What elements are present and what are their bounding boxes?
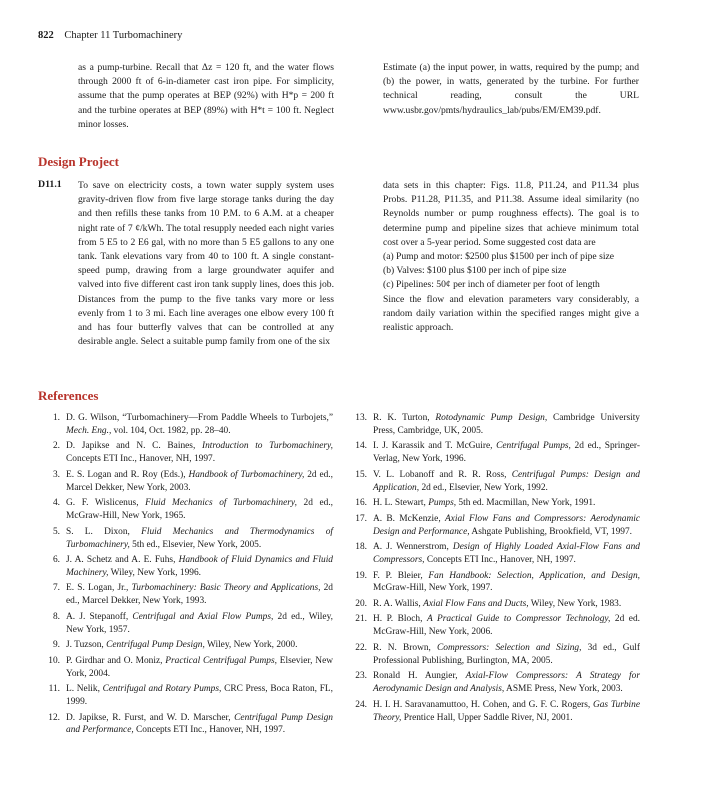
reference-publication: McGraw-Hill, New York, 1997. [373, 583, 493, 594]
reference-item [38, 712, 333, 738]
reference-number: 13. [355, 413, 367, 423]
reference-title: Fluid Mechanics and Thermodynamics of Turbomachinery, [66, 526, 333, 550]
reference-publication: Concepts ETI Inc., Hanover, NH, 1997. [133, 725, 286, 736]
reference-text [373, 670, 640, 696]
reference-title: Centrifugal Pump Design and Performance, [66, 712, 333, 736]
reference-text [373, 440, 640, 466]
references-heading: References [38, 388, 99, 403]
reference-title: Compressors: Selection and Sizing, [437, 642, 582, 653]
reference-item [345, 513, 640, 539]
reference-text [66, 712, 333, 738]
reference-number: 16. [355, 498, 367, 509]
reference-text [373, 642, 640, 668]
reference-item [345, 670, 640, 696]
reference-authors: D. Japikse, R. Furst, and W. D. Marscher, [66, 712, 235, 723]
reference-number: 5. [52, 526, 60, 537]
reference-item [38, 554, 333, 580]
reference-text [373, 541, 640, 567]
reference-title: Centrifugal Pump Design, [106, 640, 205, 651]
reference-item [345, 613, 640, 639]
reference-authors: F. P. Bleier, [373, 570, 429, 581]
references-right-column [345, 412, 640, 727]
reference-text [373, 513, 640, 539]
reference-authors: E. S. Logan and R. Roy (Eds.), [66, 469, 189, 480]
reference-publication: 2d ed., Wiley, New York, 1957. [66, 611, 333, 635]
reference-publication: 2d ed., McGraw-Hill, New York, 1965. [66, 498, 334, 522]
reference-number: 14. [355, 441, 367, 452]
reference-title: Design of Highly Loaded Axial-Flow Fans and Compressors, [373, 542, 640, 566]
reference-item [345, 497, 640, 510]
reference-number: 21. [355, 614, 367, 625]
reference-item [38, 655, 333, 681]
reference-authors: J. A. Schetz and A. E. Fuhs, [66, 555, 179, 566]
reference-number: 6. [52, 555, 60, 566]
reference-text [66, 526, 333, 552]
reference-authors: H. L. Stewart, [373, 498, 429, 509]
reference-number: 15. [355, 469, 367, 480]
reference-text [373, 570, 640, 596]
reference-text [66, 655, 333, 681]
reference-authors: P. Girdhar and O. Moniz, [66, 655, 166, 666]
reference-item [345, 642, 640, 668]
design-project-left-text: To save on electricity costs, a town water supply system uses gravity-driven flow from five large storage tanks during the day and then refills these tanks from 10 P.M. to 6 A.M. at a cheaper night rate of 7 ¢/kWh. The total resupply needed each night varies from 5 E5 to 2 E6 gal, with no more than 5 E5 gallons to any one tank. Tank elevations vary from 40 to 100 ft. A single constant-speed pump, drawing from a large groundwater aquifer and valved into five different cast iron tank supply lines, does this job. Distances from the pump to the five tanks vary more or less evenly from 1 to 3 mi. Each line averages one elbow every 100 ft and has four butterfly valves that can be controlled at any desirable angle. Select a suitable pump family from one of the six [78, 180, 334, 348]
reference-authors: R. K. Turton, [373, 413, 436, 423]
reference-publication: Concepts ETI Inc., Hanover, NH, 1997. [66, 454, 216, 465]
reference-text [66, 582, 333, 608]
top-left-paragraph: as a pump-turbine. Recall that Δz = 120 ft, and the water flows through 2000 ft of 6-in-diameter cast iron pipe. For simplicity, assume that the pump operates at BEP (92%) with H*p = 200 ft and the turbine operates at BEP (89%) with H*t = 100 ft. Neglect minor losses. [78, 62, 334, 130]
reference-text [66, 440, 333, 466]
reference-publication: 2d ed., Marcel Dekker, New York, 1993. [66, 583, 333, 607]
reference-authors: S. L. Dixon, [66, 526, 142, 537]
reference-text [373, 613, 640, 639]
reference-title: Rotodynamic Pump Design, [435, 413, 548, 423]
reference-publication: 2d ed., Marcel Dekker, New York, 2003. [66, 469, 333, 493]
reference-item [345, 440, 640, 466]
reference-publication: Prentice Hall, Upper Saddle River, NJ, 2001. [401, 712, 573, 723]
reference-text [373, 699, 640, 725]
reference-text [373, 412, 640, 438]
reference-publication: 3d ed., Gulf Professional Publishing, Burlington, MA, 2005. [373, 642, 640, 666]
chapter-title: Chapter 11 Turbomachinery [64, 30, 183, 41]
reference-number: 24. [355, 699, 367, 710]
design-project-closing: Since the flow and elevation parameters vary considerably, a random daily variation within the specified ranges might give a realistic approach. [383, 293, 639, 334]
reference-number: 2. [52, 441, 60, 452]
reference-number: 12. [48, 712, 60, 723]
reference-number: 7. [52, 583, 60, 594]
reference-number: 4. [52, 498, 60, 509]
reference-text [66, 639, 333, 652]
reference-authors: D. Japikse and N. C. Baines, [66, 441, 202, 452]
reference-text [373, 469, 640, 495]
reference-publication: vol. 104, Oct. 1982, pp. 28–40. [111, 425, 231, 436]
reference-authors: D. G. Wilson, “Turbomachinery—From Paddle Wheels to Turbojets,” [66, 413, 333, 423]
reference-text [66, 611, 333, 637]
reference-publication: 5th ed., Elsevier, New York, 2005. [129, 539, 262, 550]
reference-number: 11. [48, 684, 60, 695]
reference-title: Fluid Mechanics of Turbomachinery, [145, 498, 297, 509]
design-project-right-column [383, 179, 639, 335]
reference-publication: 2d ed., Springer-Verlag, New York, 1996. [373, 441, 640, 465]
reference-authors: R. N. Brown, [373, 642, 438, 653]
reference-text [66, 469, 333, 495]
reference-number: 1. [52, 413, 60, 423]
reference-authors: H. I. H. Saravanamuttoo, H. Cohen, and G. F. C. Rogers, [373, 699, 593, 710]
reference-text [66, 554, 333, 580]
reference-item [38, 582, 333, 608]
reference-text [66, 497, 333, 523]
reference-item [38, 497, 333, 523]
reference-item [345, 570, 640, 596]
reference-title: Pumps, [428, 498, 457, 509]
reference-authors: G. F. Wislicenus, [66, 498, 146, 509]
reference-item [38, 611, 333, 637]
reference-authors: V. L. Lobanoff and R. R. Ross, [373, 469, 512, 480]
reference-text [373, 497, 640, 510]
reference-item [38, 683, 333, 709]
design-project-right-text: data sets in this chapter: Figs. 11.8, P11.24, and P11.34 plus Probs. P11.28, P11.35, and P11.38. Assume ideal similarity (no Reynolds number or pump roughness effects). The goal is to determine pump and pipeline sizes that achieve minimum total cost over a 5-year period. Some suggested cost data are [383, 180, 639, 248]
reference-title: Axial Flow Fans and Compressors: Aerodynamic Design and Performance, [373, 513, 640, 537]
reference-item [345, 699, 640, 725]
reference-authors: A. B. McKenzie, [373, 513, 445, 524]
page-number: 822 [38, 30, 54, 41]
reference-publication: Wiley, New York, 2000. [204, 640, 298, 651]
reference-number: 17. [355, 513, 367, 524]
reference-title: Centrifugal Pumps: Design and Application, [373, 469, 640, 493]
reference-item [38, 639, 333, 652]
top-right-paragraph: Estimate (a) the input power, in watts, required by the pump; and (b) the power, in watts, generated by the turbine. For further technical reading, consult the URL www.usbr.gov/pmts/hydraulics_lab/pubs/EM/EM39.pdf. [383, 62, 639, 116]
reference-authors: R. A. Wallis, [373, 598, 424, 609]
reference-item [38, 440, 333, 466]
reference-text [66, 683, 333, 709]
reference-title: A Practical Guide to Compressor Technology, [426, 614, 611, 625]
reference-authors: A. J. Stepanoff, [66, 611, 133, 622]
reference-title: Practical Centrifugal Pumps, [165, 655, 277, 666]
reference-number: 10. [48, 655, 60, 666]
reference-number: 9. [52, 640, 60, 651]
reference-publication: Wiley, New York, 1983. [528, 598, 622, 609]
cost-item-b: (b) Valves: $100 plus $100 per inch of pipe size [383, 265, 567, 277]
reference-publication: Wiley, New York, 1996. [108, 567, 202, 578]
reference-publication: 2d ed. McGraw-Hill, New York, 2006. [373, 614, 640, 638]
reference-publication: Cambridge University Press, Cambridge, UK, 2005. [373, 413, 640, 436]
reference-item [345, 598, 640, 611]
reference-title: Centrifugal and Rotary Pumps, [102, 684, 222, 695]
cost-item-a: (a) Pump and motor: $2500 plus $1500 per inch of pipe size [383, 251, 615, 263]
reference-title: Gas Turbine Theory, [373, 699, 640, 723]
reference-authors: H. P. Bloch, [373, 614, 427, 625]
reference-number: 18. [355, 542, 367, 553]
reference-authors: A. J. Wennerstrom, [373, 542, 453, 553]
reference-number: 20. [355, 598, 367, 609]
reference-publication: Ashgate Publishing, Brookfield, VT, 1997. [469, 526, 633, 537]
reference-item [345, 469, 640, 495]
reference-text [373, 598, 640, 611]
reference-text [66, 412, 333, 438]
reference-item [345, 412, 640, 438]
reference-title: Introduction to Turbomachinery, [201, 441, 333, 452]
reference-title: Centrifugal and Axial Flow Pumps, [132, 611, 274, 622]
reference-item [345, 541, 640, 567]
reference-title: Axial Flow Fans and Ducts, [423, 598, 529, 609]
reference-title: Handbook of Fluid Dynamics and Fluid Machinery, [66, 555, 333, 578]
reference-title: Axial-Flow Compressors: A Strategy for Aerodynamic Design and Analysis, [373, 671, 640, 695]
design-project-heading: Design Project [38, 154, 119, 169]
reference-item [38, 526, 333, 552]
references-left-column [38, 412, 333, 740]
reference-number: 3. [52, 469, 60, 480]
reference-number: 22. [355, 642, 367, 653]
reference-title: Mech. Eng., [66, 425, 112, 436]
reference-publication: Concepts ETI Inc., Hanover, NH, 1997. [424, 555, 576, 566]
reference-number: 19. [355, 570, 367, 581]
reference-number: 23. [355, 671, 367, 682]
reference-authors: L. Nelik, [66, 684, 103, 695]
reference-publication: CRC Press, Boca Raton, FL, 1999. [66, 684, 333, 708]
reference-title: Turbomachinery: Basic Theory and Applications, [131, 583, 321, 594]
cost-item-c: (c) Pipelines: 50¢ per inch of diameter per foot of length [383, 279, 600, 291]
reference-publication: 2d ed., Elsevier, New York, 1992. [419, 482, 548, 493]
reference-authors: J. Tuzson, [66, 640, 107, 651]
reference-publication: 5th ed. Macmillan, New York, 1991. [456, 498, 596, 509]
reference-authors: I. J. Karassik and T. McGuire, [373, 441, 497, 452]
project-label: D11.1 [38, 179, 62, 190]
reference-authors: Ronald H. Aungier, [373, 671, 466, 682]
reference-number: 8. [52, 611, 60, 622]
reference-authors: E. S. Logan, Jr., [66, 583, 132, 594]
reference-publication: Elsevier, New York, 2004. [66, 655, 333, 679]
page-header [38, 30, 182, 41]
reference-publication: ASME Press, New York, 2003. [504, 684, 623, 695]
reference-item [38, 412, 333, 438]
reference-title: Centrifugal Pumps, [496, 441, 571, 452]
reference-title: Handbook of Turbomachinery, [188, 469, 305, 480]
reference-item [38, 469, 333, 495]
reference-title: Fan Handbook: Selection, Application, and Design, [428, 570, 640, 581]
